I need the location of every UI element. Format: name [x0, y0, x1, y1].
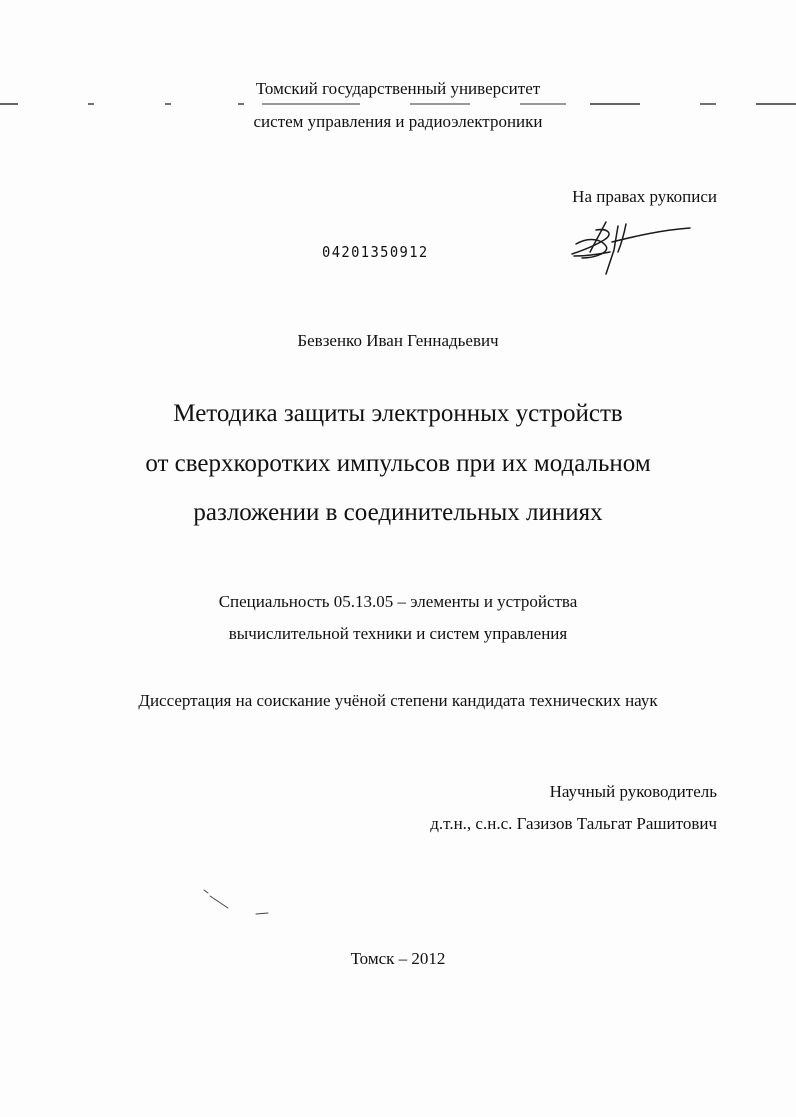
title-line-2: от сверхкоротких импульсов при их модальном [145, 450, 651, 477]
university-line-1: Томский государственный университет [255, 79, 541, 98]
archive-code: 04201350912 [322, 243, 429, 261]
university-line-2: систем управления и радиоэлектроники [253, 112, 543, 131]
city-year: Томск – 2012 [350, 949, 446, 968]
speciality-line-2: вычислительной техники и систем управления [228, 624, 568, 643]
scan-artifact-line [0, 101, 796, 107]
rights-note: На правах рукописи [572, 187, 717, 206]
speciality-line-1: Специальность 05.13.05 – элементы и устройства [218, 592, 578, 611]
author-name: Бевзенко Иван Геннадьевич [297, 331, 499, 350]
degree-statement: Диссертация на соискание учёной степени кандидата технических наук [138, 691, 658, 710]
signature-icon [566, 212, 696, 282]
title-line-3: разложении в соединительных линиях [193, 499, 603, 526]
supervisor-label: Научный руководитель [549, 782, 717, 801]
supervisor-name: д.т.н., с.н.с. Газизов Тальгат Рашитович [430, 814, 717, 833]
title-line-1: Методика защиты электронных устройств [173, 400, 623, 427]
scan-artifact-marks [200, 888, 280, 918]
